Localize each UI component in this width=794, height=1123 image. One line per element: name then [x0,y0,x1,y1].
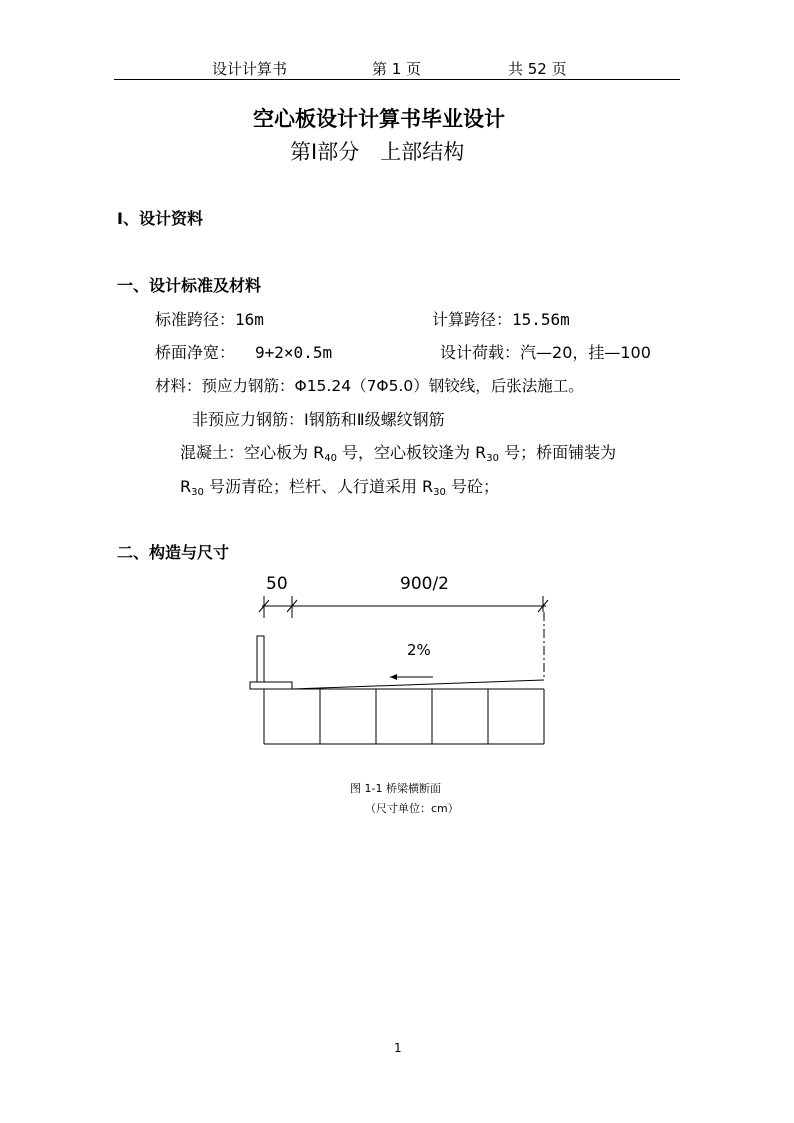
std-span-row [155,307,264,330]
slope-label: 2% [407,641,431,659]
deck-surface [292,680,544,689]
document-subtitle: 第Ⅰ部分 上部结构 [290,140,465,164]
section-design-data-heading: Ⅰ、设计资料 [117,209,203,228]
header-doc-name: 设计计算书 [212,60,288,78]
section-structure-heading: 二、构造与尺寸 [117,543,230,562]
design-load-value: 汽—20，挂—100 [520,343,651,362]
grade-subscript: 40 [324,453,337,464]
railing-post [257,636,264,682]
dim-left-label: 50 [266,574,288,594]
document-title: 空心板设计计算书毕业设计 [253,107,505,131]
header-rule [114,79,680,80]
design-load-row [440,340,651,363]
calc-span-row [432,307,570,330]
concrete-text: 号；桥面铺装为 [498,443,617,462]
concrete-text: 号砼； [445,477,499,496]
concrete-text: 号，空心板铰逢为 R [336,443,487,462]
deck-width-label: 桥面净宽： [155,343,236,362]
grade-subscript: 30 [191,487,204,498]
concrete-text: 混凝土：空心板为 R [180,443,325,462]
std-span-label: 标准跨径： [155,310,236,329]
non-prestressed-line: 非预应力钢筋：Ⅰ钢筋和Ⅱ级螺纹钢筋 [192,410,445,429]
bridge-cross-section-figure [240,568,570,758]
section-standards-heading: 一、设计标准及材料 [117,276,262,295]
figure-caption: 图 1-1 桥梁横断面 [350,782,441,795]
design-load-label: 设计荷载： [440,343,521,362]
header-page-label: 第 1 页 [372,60,422,78]
calc-span-value: 15.56m [512,310,570,329]
concrete-line-2 [180,474,499,498]
std-span-value: 16m [235,310,264,329]
calc-span-label: 计算跨径： [432,310,513,329]
page-number: 1 [394,1041,402,1055]
grade-subscript: 30 [433,487,446,498]
header-total-label: 共 52 页 [508,60,567,78]
slope-arrow-head [390,674,397,680]
deck-width-row [155,340,332,363]
concrete-text: R [180,477,192,496]
concrete-line-1 [180,440,616,464]
concrete-text: 号沥青砼；栏杆、人行道采用 R [203,477,434,496]
dim-main-label: 900/2 [400,574,449,594]
figure-unit-note: （尺寸单位：cm） [365,802,459,815]
sidewalk-curb [250,682,292,689]
grade-subscript: 30 [486,453,499,464]
material-line: 材料：预应力钢筋：Φ15.24（7Φ5.0）钢铰线，后张法施工。 [155,377,584,395]
deck-width-value: 9+2×0.5m [255,343,333,362]
